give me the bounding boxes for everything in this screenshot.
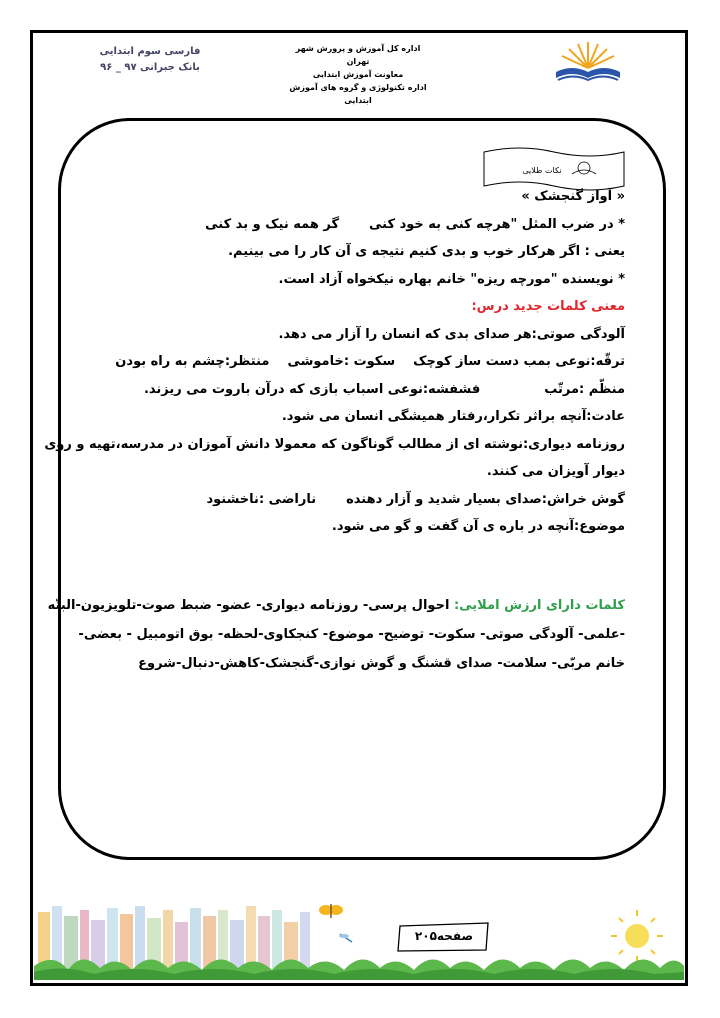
course-header [80, 44, 220, 76]
definition: گوش خراش:صدای بسیار شدید و آزار دهنده [346, 491, 625, 507]
definition-line: موضوع:آنچه در باره ی آن گفت و گو می شود. [331, 519, 625, 534]
definition-line: دیوار آویزان می کنند. [486, 464, 625, 479]
vocab-line: خانم مربّی- سلامت- صدای قشنگ و گوش نوازی-گنجشک-کاهش-دنبال-شروع [138, 656, 625, 671]
org-line: اداره کل آموزش و پرورش شهر تهران [295, 44, 421, 66]
proverb-line [72, 211, 625, 239]
spelling-words [47, 591, 625, 678]
vocab-line [47, 591, 625, 620]
course-title: فارسی سوم ابتدایی [99, 46, 201, 57]
org-line: معاونت آموزش ابتدایی [312, 70, 404, 79]
definition: ترقّه:نوعی بمب دست ساز کوچک [413, 354, 625, 369]
books-icon [38, 906, 310, 970]
new-words-heading: معنی کلمات جدید درس: [471, 299, 625, 314]
definition-line: روزنامه دیواری:نوشته ای از مطالب گوناگون که معمولا دانش آموزان در مدرسه،تهیه و روی [44, 436, 625, 452]
definition: منتظر:چشم به راه بودن [115, 354, 270, 369]
lesson-body [44, 183, 625, 541]
definition-line: عادت:آنچه براثر تکرار،رفتار همیشگی انسان می شود. [281, 409, 625, 424]
sun-icon [611, 910, 663, 962]
definition: منظّم :مرتّب [544, 381, 625, 397]
definition-line [72, 348, 625, 376]
footer-decoration [34, 880, 684, 980]
butterfly-icon [319, 904, 343, 918]
definition: فشفشه:نوعی اسباب بازی که درآن باروت می ریزند. [143, 381, 481, 397]
banner-label: نکات طلایی [522, 166, 562, 175]
book-logo-icon [548, 38, 628, 88]
bank-title: بانک جبرانی ۹۷ _ ۹۶ [100, 62, 200, 73]
definition-line [72, 486, 625, 514]
author-line: * نویسنده "مورچه ریزه" خانم بهاره نیکخواه آزاد است. [278, 271, 625, 287]
definition: سکوت :خاموشی [287, 354, 396, 369]
lesson-title: « آواز گنجشک » [521, 189, 625, 204]
definition: ناراضی :ناخشنود [206, 491, 317, 507]
vocab-line: -علمی- آلودگی صوتی- سکوت- توضیح- موضوع- کنجکاوی-لحظه- بوق اتومبیل - بعضی- [78, 627, 625, 642]
proverb-part: گر همه نیک و بد کنی [205, 216, 340, 232]
definition-line [72, 376, 625, 404]
meaning-line: یعنی : اگر هرکار خوب و بدی کنیم نتیجه ی آن کار را می بینیم. [228, 244, 625, 259]
org-line: اداره تکنولوژی و گروه های آموزش ابتدایی [289, 83, 427, 105]
dragonfly-icon [339, 934, 352, 942]
page-number: صفحه۲۰۵ [414, 929, 474, 943]
proverb-part: * در ضرب المثل "هرچه کنی به خود کنی [369, 216, 625, 232]
org-header [288, 42, 428, 107]
vocab-words: احوال پرسی- روزنامه دیواری- عضو- ضبط صوت-تلویزیون-البتّه [47, 598, 450, 613]
definition-line: آلودگی صوتی:هر صدای بدی که انسان را آزار می دهد. [278, 326, 625, 342]
vocab-heading: کلمات دارای ارزش املایی: [453, 598, 625, 613]
